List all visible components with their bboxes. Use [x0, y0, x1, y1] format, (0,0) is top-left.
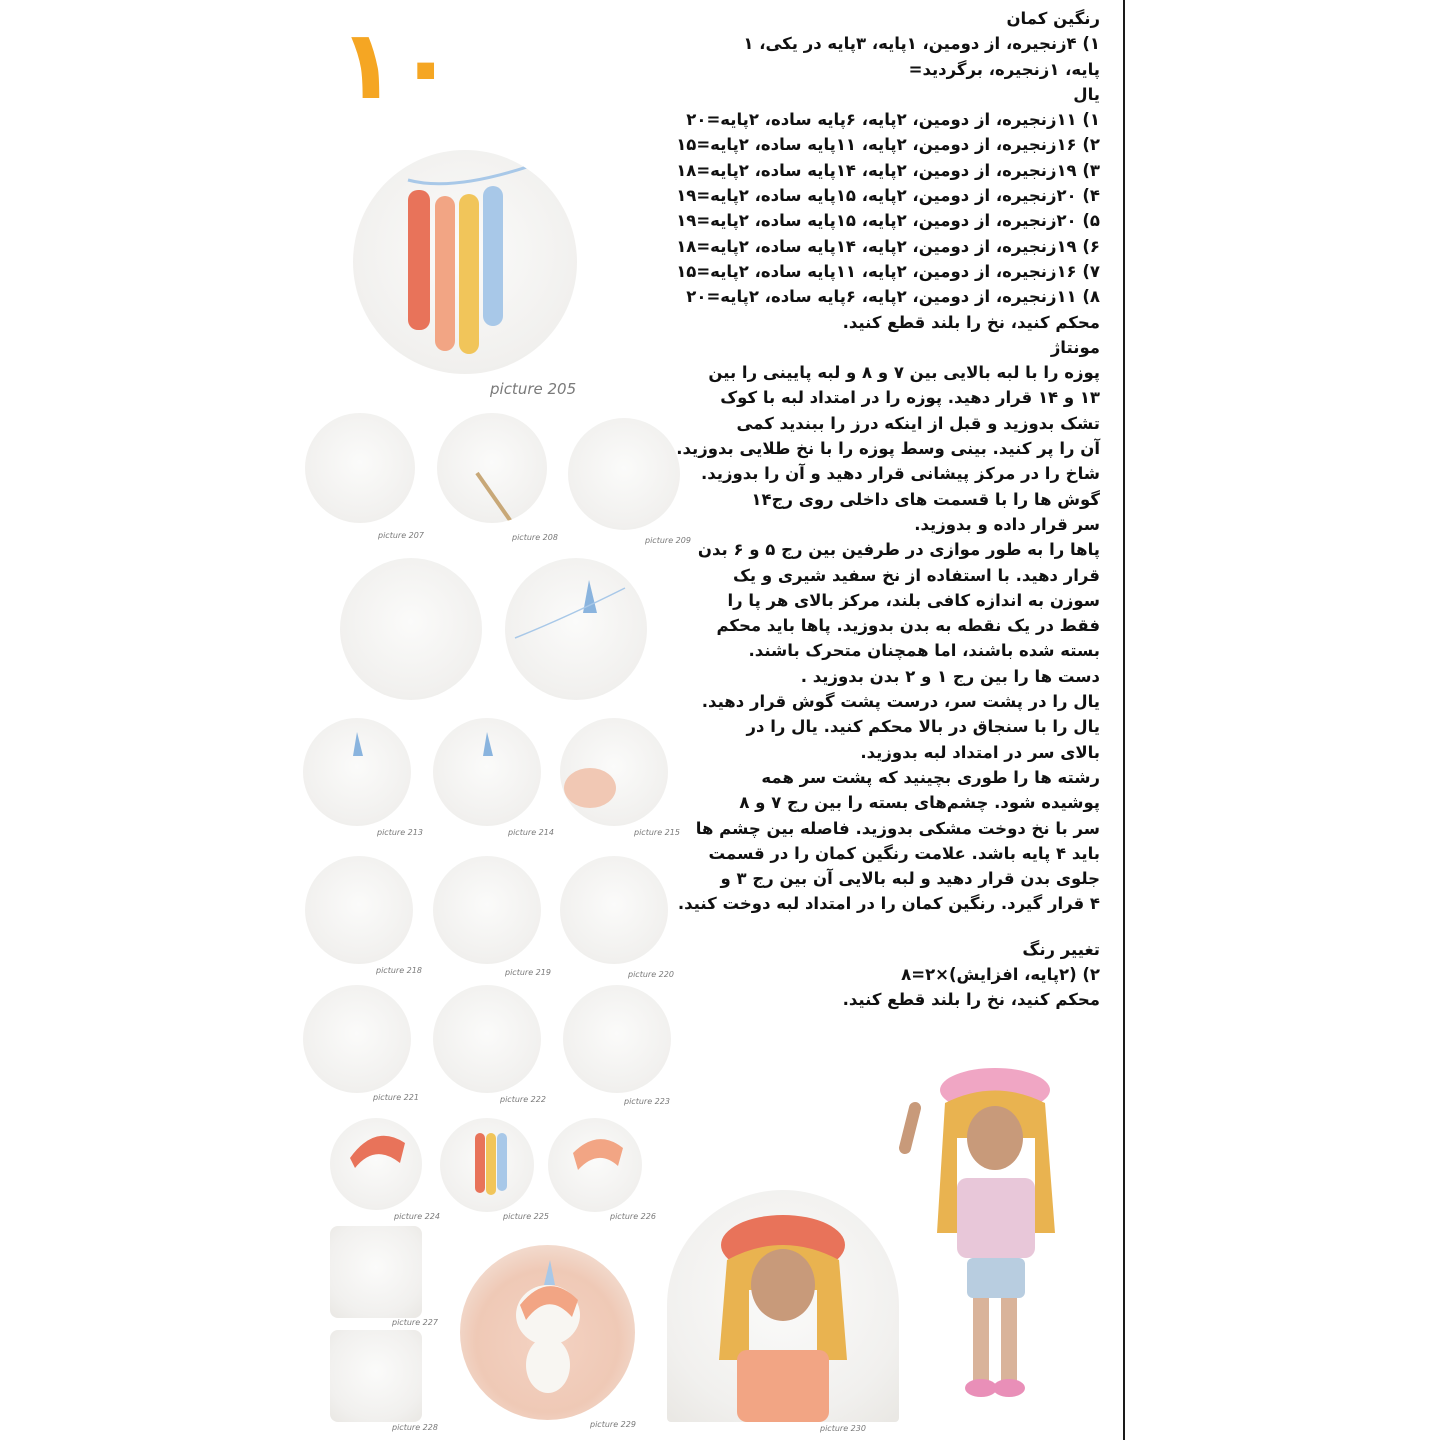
caption-picture-220: picture 220: [628, 970, 674, 979]
instruction-line: پوزه را با لبه بالایی بین ۷ و ۸ و لبه پایینی را بین: [708, 363, 1100, 383]
page-number: ۱۰: [337, 9, 455, 121]
photo-doll-standing: [895, 1058, 1070, 1403]
instruction-line: یال را با سنجاق در بالا محکم کنید. یال را در: [746, 717, 1100, 737]
doll-standing-icon: [895, 1058, 1070, 1403]
instruction-line: ۱) ۴زنجیره، از دومین، ۱پایه، ۳پایه در یکی، ۱: [743, 34, 1100, 54]
horn-icon: [433, 718, 541, 826]
caption-picture-229: picture 229: [590, 1420, 636, 1429]
photo-head-step-1: [305, 413, 415, 523]
instruction-line: آن را پر کنید. بینی وسط پوزه را با نخ طلایی بدوزید.: [676, 439, 1100, 459]
photo-body-horn: [303, 718, 411, 826]
instruction-line: باید ۴ پایه باشد. علامت رنگین کمان را در قسمت: [708, 843, 1100, 863]
instruction-line: تشک بدوزید و قبل از اینکه درز را ببندید کمی: [736, 413, 1100, 433]
instruction-line: ۶) ۱۹زنجیره، از دومین، ۲پایه، ۱۴پایه ساده، ۲پایه=۱۸: [676, 236, 1100, 256]
caption-picture-227: picture 227: [392, 1318, 438, 1327]
photo-legs-3: [560, 856, 668, 964]
caption-picture-222: picture 222: [500, 1095, 546, 1104]
photo-mane-2: [440, 1118, 534, 1212]
photo-mane-1: [330, 1118, 422, 1210]
photo-arms-1: [303, 985, 411, 1093]
photo-body-ears: [433, 718, 541, 826]
caption-picture-224: picture 224: [394, 1212, 440, 1221]
caption-picture-205: picture 205: [490, 380, 577, 398]
instruction-line: سر قرار داده و بدوزید.: [914, 514, 1100, 534]
caption-picture-219: picture 219: [505, 968, 551, 977]
mane-icon: [330, 1118, 422, 1210]
caption-picture-215: picture 215: [634, 828, 680, 837]
instruction-line: محکم کنید، نخ را بلند قطع کنید.: [842, 990, 1100, 1010]
instruction-line: ۲) (۲پایه، افزایش)×۲=۸: [901, 964, 1100, 984]
caption-picture-209: picture 209: [645, 536, 691, 545]
photo-rainbow-mane: [353, 150, 577, 374]
instruction-line: پایه، ۱زنجیره، برگردید=: [908, 59, 1100, 79]
instruction-line: یال: [1073, 84, 1100, 104]
photo-unicorn-side-2: [330, 1330, 422, 1422]
photo-legs-1: [305, 856, 413, 964]
instruction-line: قرار دهید. با استفاده از نخ سفید شیری و یک: [733, 565, 1100, 585]
caption-picture-226: picture 226: [610, 1212, 656, 1221]
instruction-line: بسته شده باشند، اما همچنان متحرک باشند.: [748, 641, 1100, 661]
instruction-line: گوش ها را با قسمت های داخلی روی رج۱۴: [751, 489, 1100, 509]
caption-picture-225: picture 225: [503, 1212, 549, 1221]
instruction-line: ۳) ۱۹زنجیره، از دومین، ۲پایه، ۱۴پایه ساده، ۲پایه=۱۸: [676, 160, 1100, 180]
photo-head-face: [340, 558, 482, 700]
instruction-line: ۱۳ و ۱۴ قرار دهید. پوزه را در امتداد لبه با کوک: [720, 388, 1100, 408]
caption-picture-213: picture 213: [377, 828, 423, 837]
instruction-line: ۴ قرار گیرد. رنگین کمان را در امتداد لبه دوخت کنید.: [677, 894, 1100, 914]
caption-picture-208: picture 208: [512, 533, 558, 542]
photo-head-horn: [505, 558, 647, 700]
caption-picture-207: picture 207: [378, 531, 424, 540]
photo-unicorn-in-hand: [460, 1245, 635, 1420]
instruction-line: ۷) ۱۶زنجیره، از دومین، ۲پایه، ۱۱پایه ساده، ۲پایه=۱۵: [676, 261, 1100, 281]
rainbow-mane-illustration: [353, 150, 577, 374]
instruction-line: رشته ها را طوری بچینید که پشت سر همه: [761, 767, 1100, 787]
caption-picture-230: picture 230: [820, 1424, 866, 1433]
photo-snout-hand: [560, 718, 668, 826]
crochet-hook-icon: [437, 413, 547, 523]
instruction-line: سر با نخ دوخت مشکی بدوزید. فاصله بین چشم ها: [695, 818, 1100, 838]
horn-icon: [303, 718, 411, 826]
photo-mane-3: [548, 1118, 642, 1212]
unicorn-icon: [460, 1245, 635, 1420]
caption-picture-221: picture 221: [373, 1093, 419, 1102]
photo-head-step-2: [437, 413, 547, 523]
instruction-line: محکم کنید، نخ را بلند قطع کنید.: [842, 312, 1100, 332]
caption-picture-228: picture 228: [392, 1423, 438, 1432]
instruction-line: ۴) ۲۰زنجیره، از دومین، ۲پایه، ۱۵پایه ساده، ۲پایه=۱۹: [676, 186, 1100, 206]
page-divider: [1123, 0, 1125, 1440]
instruction-line: شاخ را در مرکز پیشانی قرار دهید و آن را بدوزید.: [700, 464, 1100, 484]
instruction-line: ۲) ۱۶زنجیره، از دومین، ۲پایه، ۱۱پایه ساده، ۲پایه=۱۵: [676, 135, 1100, 155]
photo-head-step-3: [568, 418, 680, 530]
instruction-line: فقط در یک نقطه به بدن بدوزید. پاها باید محکم: [716, 616, 1100, 636]
instruction-line: ۱) ۱۱زنجیره، از دومین، ۲پایه، ۶پایه ساده، ۲پایه=۲۰: [686, 110, 1100, 130]
instruction-line: پاها را به طور موازی در طرفین بین رج ۵ و ۶ بدن: [697, 540, 1100, 560]
instruction-line: ۸) ۱۱زنجیره، از دومین، ۲پایه، ۶پایه ساده، ۲پایه=۲۰: [686, 287, 1100, 307]
color-change-list: [660, 937, 1100, 1013]
instructions-column: [660, 6, 1100, 1013]
caption-picture-214: picture 214: [508, 828, 554, 837]
hand-icon: [560, 718, 668, 826]
photo-legs-2: [433, 856, 541, 964]
mane-icon: [548, 1118, 642, 1212]
instruction-line: دست ها را بین رج ۱ و ۲ بدن بدوزید .: [800, 666, 1100, 686]
instruction-line: پوشیده شود. چشم‌های بسته را بین رج ۷ و ۸: [739, 793, 1100, 813]
caption-picture-223: picture 223: [624, 1097, 670, 1106]
mane-icon: [440, 1118, 534, 1212]
horn-icon: [505, 558, 647, 700]
instruction-line: جلوی بدن قرار دهید و لبه بالایی آن بین رج ۳ و: [720, 869, 1100, 889]
doll-face-icon: [667, 1190, 899, 1422]
caption-picture-218: picture 218: [376, 966, 422, 975]
instruction-line: یال را در پشت سر، درست پشت گوش قرار دهید.: [701, 692, 1100, 712]
instruction-line: سوزن به اندازه کافی بلند، مرکز بالای هر پا را: [727, 590, 1100, 610]
instructions-list: [660, 6, 1100, 917]
instruction-line: ۵) ۲۰زنجیره، از دومین، ۲پایه، ۱۵پایه ساده، ۲پایه=۱۹: [676, 211, 1100, 231]
photo-unicorn-side-1: [330, 1226, 422, 1318]
instruction-line: بالای سر در امتداد لبه بدوزید.: [860, 742, 1100, 762]
instruction-line: مونتاژ: [1050, 337, 1100, 357]
photo-arms-3: [563, 985, 671, 1093]
section-gap: [660, 917, 1100, 937]
photo-doll-closeup: [667, 1190, 899, 1422]
instruction-line: رنگین کمان: [1006, 9, 1100, 28]
photo-arms-2: [433, 985, 541, 1093]
section-heading: تغییر رنگ: [1022, 939, 1100, 959]
